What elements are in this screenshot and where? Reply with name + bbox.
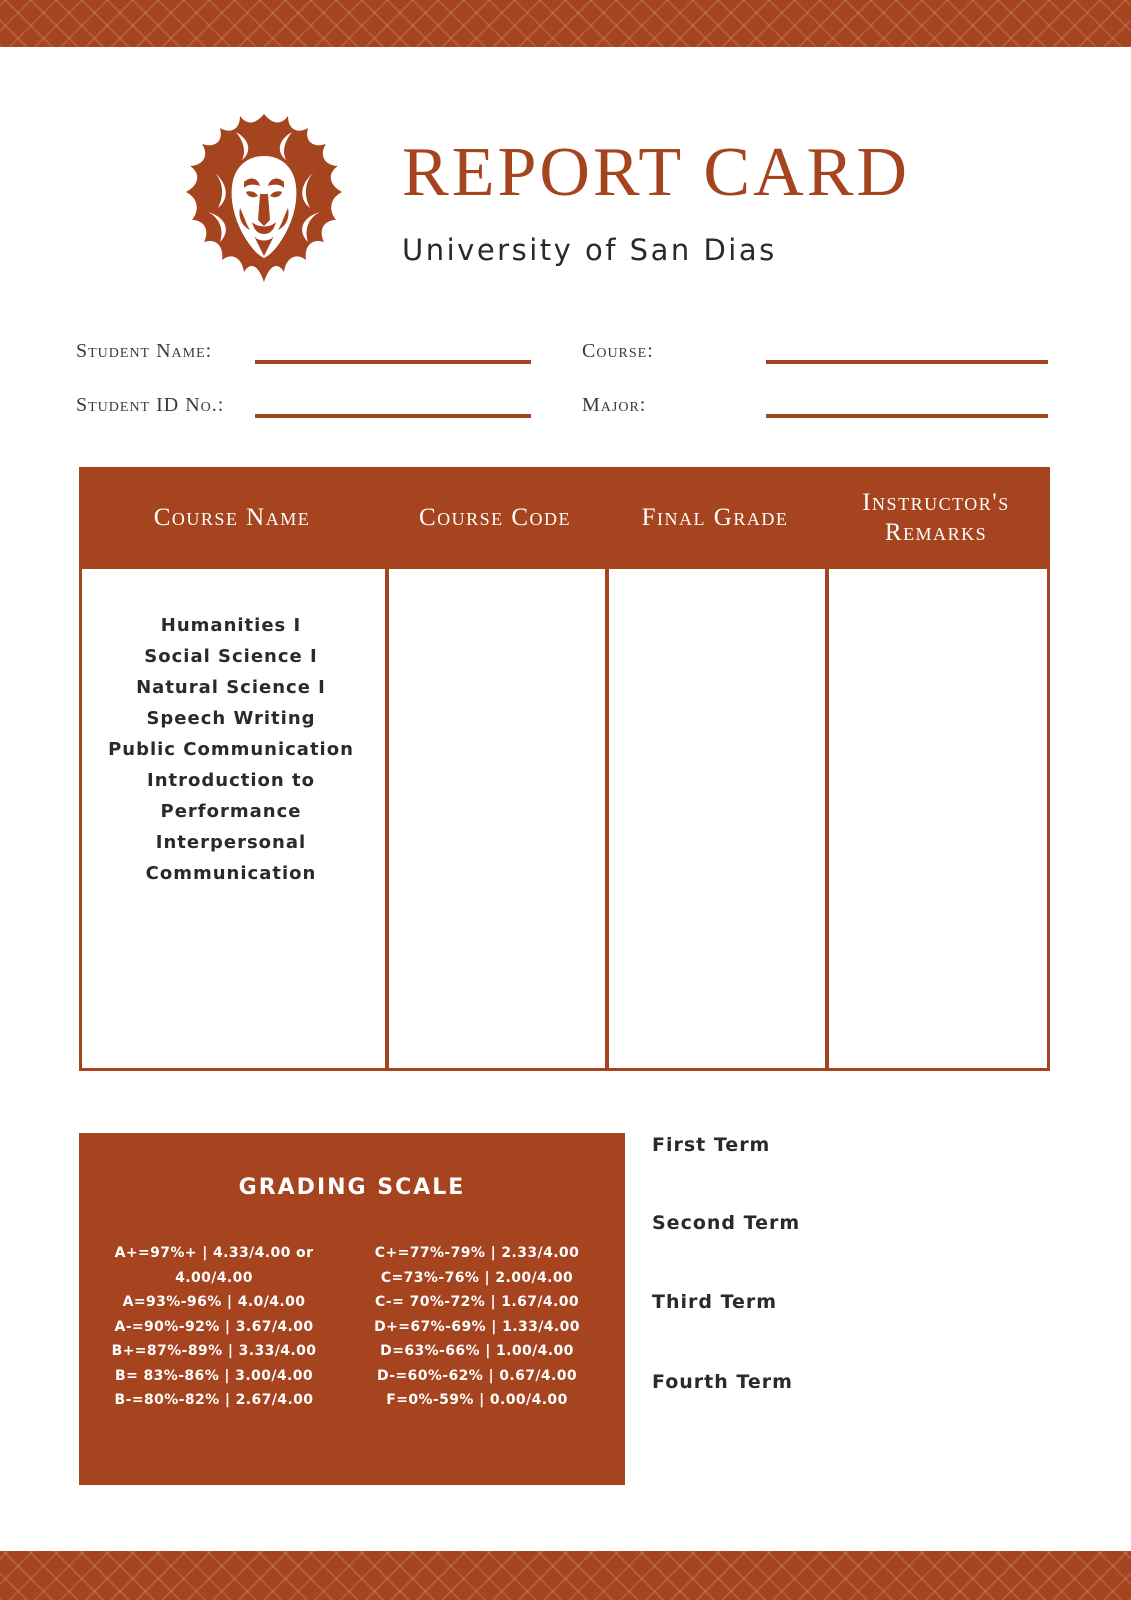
column-divider bbox=[825, 566, 829, 1071]
list-item: Performance bbox=[160, 801, 302, 822]
grades-table bbox=[79, 467, 1050, 1071]
list-item: Natural Science I bbox=[136, 677, 326, 698]
scale-entry: 4.00/4.00 bbox=[175, 1269, 253, 1286]
scale-entry: C+=77%-79% | 2.33/4.00 bbox=[374, 1245, 580, 1261]
scale-entry: B= 83%-86% | 3.00/4.00 bbox=[115, 1367, 313, 1384]
scale-entry: B-=80%-82% | 2.67/4.00 bbox=[114, 1392, 314, 1408]
scale-entry: A+=97%+ | 4.33/4.00 or bbox=[114, 1245, 314, 1261]
column-header-final-grade: Final Grade bbox=[641, 504, 789, 531]
column-header-instructor-remarks: Instructor's Remarks bbox=[862, 489, 1010, 546]
list-item: Public Communication bbox=[108, 739, 354, 760]
major-label: Major: bbox=[582, 394, 647, 416]
list-item: Introduction to bbox=[147, 770, 315, 791]
column-divider bbox=[605, 566, 609, 1071]
scale-entry: C-= 70%-72% | 1.67/4.00 bbox=[374, 1294, 580, 1310]
student-id-line[interactable] bbox=[255, 414, 531, 418]
scale-entry: B+=87%-89% | 3.33/4.00 bbox=[111, 1343, 317, 1359]
university-name: University of San Dias bbox=[402, 233, 777, 267]
term-third: Third Term bbox=[652, 1291, 778, 1313]
grading-scale-right-column bbox=[357, 1241, 597, 1413]
column-divider bbox=[385, 566, 389, 1071]
major-line[interactable] bbox=[766, 414, 1048, 418]
list-item: Communication bbox=[145, 863, 317, 884]
course-name-list bbox=[96, 610, 366, 889]
grading-scale-title: GRADING SCALE bbox=[238, 1175, 466, 1200]
student-name-label: Student Name: bbox=[76, 340, 213, 362]
student-name-line[interactable] bbox=[255, 360, 531, 364]
scale-entry: D=63%-66% | 1.00/4.00 bbox=[380, 1343, 574, 1359]
scale-entry: A-=90%-92% | 3.67/4.00 bbox=[114, 1318, 314, 1335]
term-first: First Term bbox=[652, 1134, 771, 1156]
term-fourth: Fourth Term bbox=[652, 1371, 793, 1393]
scale-entry: C=73%-76% | 2.00/4.00 bbox=[380, 1269, 574, 1286]
course-line[interactable] bbox=[766, 360, 1048, 364]
term-second: Second Term bbox=[652, 1212, 801, 1234]
table-header bbox=[79, 467, 1050, 569]
column-header-course-name: Course Name bbox=[153, 504, 311, 531]
grading-scale-panel bbox=[79, 1133, 625, 1485]
grading-scale-left-column bbox=[99, 1241, 329, 1413]
column-header-course-code: Course Code bbox=[418, 504, 572, 531]
student-id-label: Student ID No.: bbox=[76, 394, 225, 416]
scale-entry: D+=67%-69% | 1.33/4.00 bbox=[374, 1318, 580, 1335]
list-item: Social Science I bbox=[144, 646, 318, 667]
scale-entry: F=0%-59% | 0.00/4.00 bbox=[386, 1392, 568, 1408]
course-label: Course: bbox=[582, 340, 654, 362]
list-item: Speech Writing bbox=[146, 708, 316, 729]
scale-entry: D-=60%-62% | 0.67/4.00 bbox=[376, 1367, 578, 1384]
list-item: Interpersonal bbox=[155, 832, 307, 853]
bottom-pattern-band bbox=[0, 1551, 1131, 1600]
scale-entry: A=93%-96% | 4.0/4.00 bbox=[122, 1294, 306, 1310]
lion-head-icon bbox=[184, 112, 344, 292]
list-item: Humanities I bbox=[160, 615, 302, 636]
top-pattern-band bbox=[0, 0, 1131, 47]
page-title: REPORT CARD bbox=[402, 134, 910, 211]
